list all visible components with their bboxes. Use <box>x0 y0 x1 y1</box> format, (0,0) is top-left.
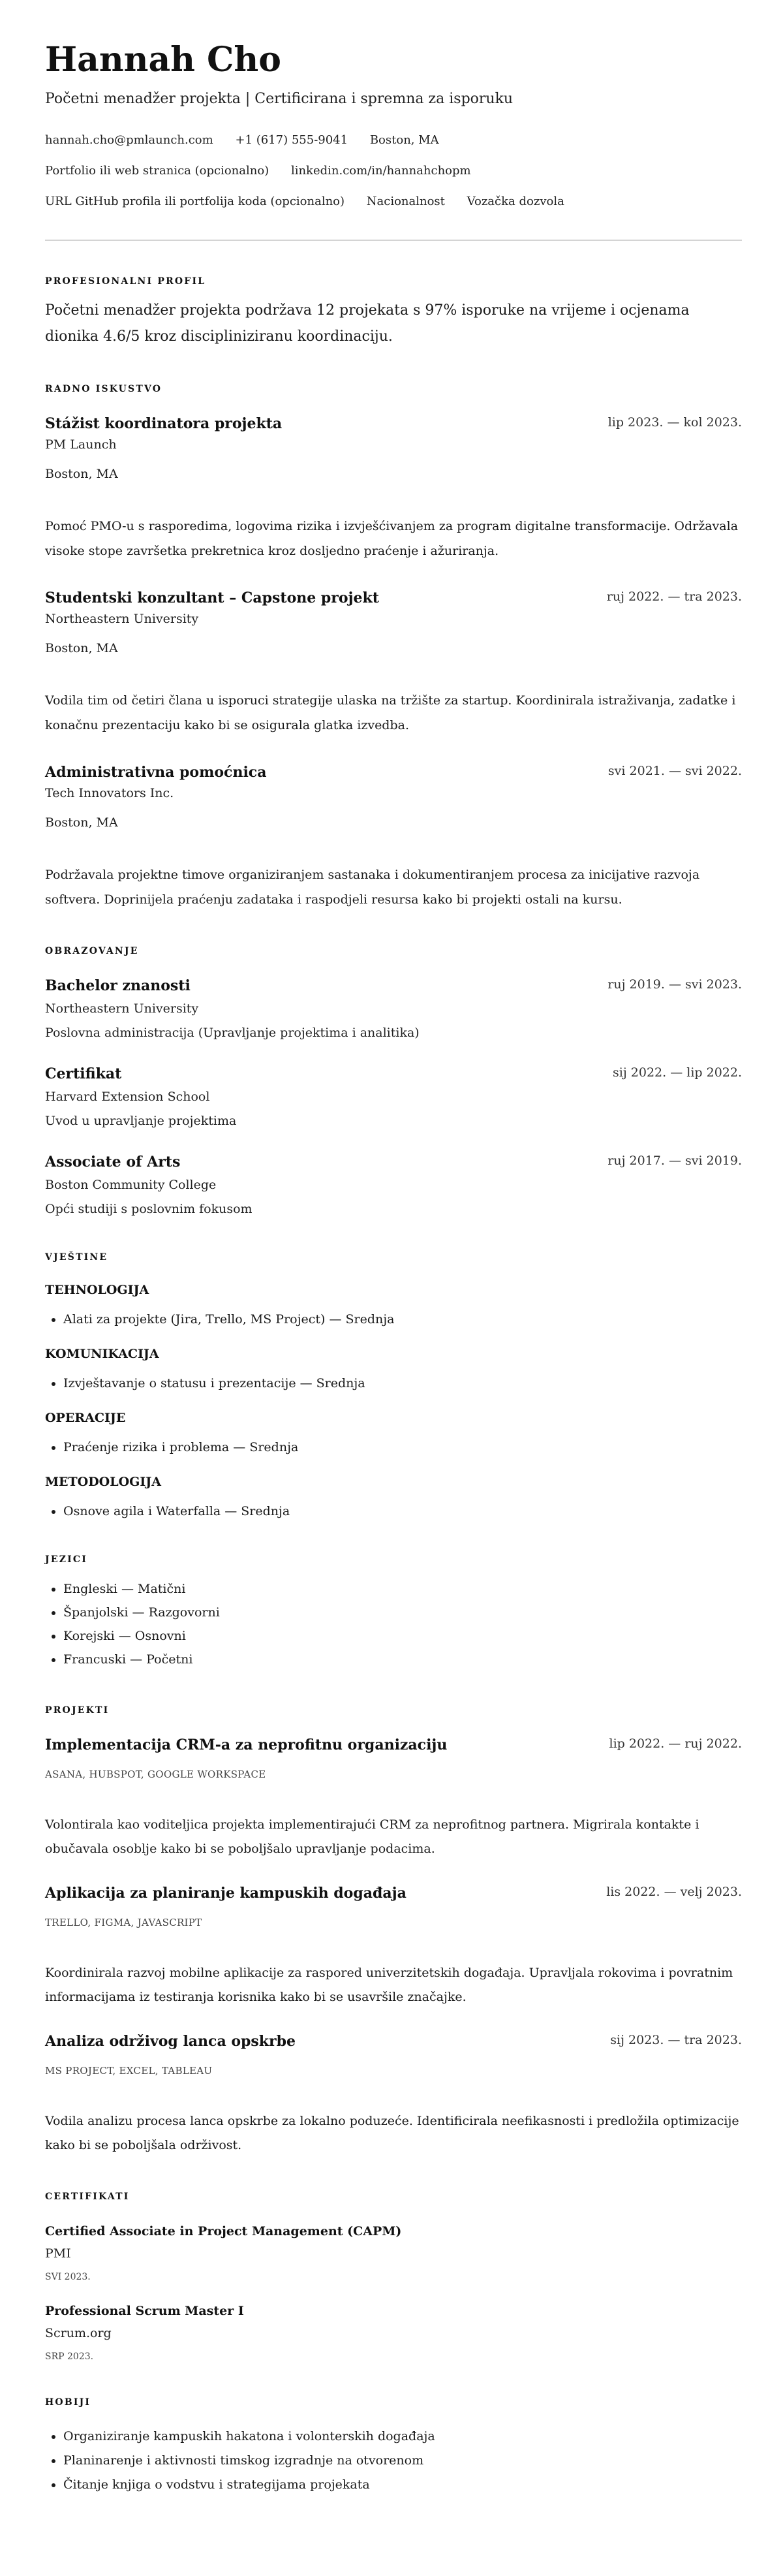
project-entry <box>45 1735 742 1861</box>
profile-summary: Početni menadžer projekta podržava 12 projekata s 97% isporuke na vrijeme i ocjenama dionika 4.6/5 kroz discipliniziranu koordinaciju. <box>45 302 690 345</box>
nationality: Nacionalnost <box>366 195 445 208</box>
job-title: Administrativna pomoćnica <box>45 764 267 781</box>
job-title: Stážist koordinatora projekta <box>45 415 283 432</box>
entry-header <box>45 2032 742 2051</box>
skills-section <box>45 1251 742 1520</box>
skill-category: OPERACIJE <box>45 1411 126 1425</box>
entry-header <box>45 1064 742 1084</box>
projects-section <box>45 1704 742 2158</box>
hobbies-list <box>45 2425 742 2497</box>
company-name: Northeastern University <box>45 612 199 626</box>
education-entry <box>45 1064 742 1130</box>
date-range: ruj 2017. — svi 2019. <box>607 1154 742 1168</box>
project-entry <box>45 2032 742 2158</box>
date-range: ruj 2022. — tra 2023. <box>606 589 742 604</box>
job-description: Vodila tim od četiri člana u isporuci strategije ulaska na tržište za startup. Koordinirala istraživanja, zadatke i konačnu prezentaciju kako bi se osigurala glatka izvedba. <box>45 693 736 732</box>
education-entry <box>45 1152 742 1218</box>
language-item: • Francuski — Početni <box>63 1648 742 1671</box>
hobby-item: • Organiziranje kampuskih hakatona i volonterskih događaja <box>63 2425 742 2449</box>
section-heading: PROFESIONALNI PROFIL <box>45 276 206 287</box>
skill-list <box>45 1502 742 1520</box>
school-name: Harvard Extension School <box>45 1090 210 1104</box>
job-entry <box>45 762 742 912</box>
company-name: Tech Innovators Inc. <box>45 786 174 800</box>
job-location: Boston, MA <box>45 641 118 655</box>
skill-item: • Osnove agila i Waterfalla — Srednja <box>63 1502 742 1520</box>
certificate-date: SRP 2023. <box>45 2351 94 2362</box>
date-range: lip 2022. — ruj 2022. <box>609 1736 742 1751</box>
section-heading: RADNO ISKUSTVO <box>45 384 162 394</box>
job-title: Studentski konzultant – Capstone projekt <box>45 589 379 606</box>
education-entry <box>45 976 742 1042</box>
candidate-name: Hannah Cho <box>45 40 281 80</box>
project-description: Volontirala kao voditeljica projekta implementirajući CRM za neprofitnog partnera. Migrirala kontakte i obučavala osoblje kako bi se poboljšalo upravljanje podacima. <box>45 1817 699 1856</box>
skill-category: METODOLOGIJA <box>45 1475 161 1489</box>
field-of-study: Opći studiji s poslovnim fokusom <box>45 1202 253 1216</box>
field-of-study: Uvod u upravljanje projektima <box>45 1114 237 1128</box>
section-heading: PROJEKTI <box>45 1705 110 1716</box>
date-range: sij 2022. — lip 2022. <box>613 1065 742 1080</box>
section-heading: OBRAZOVANJE <box>45 946 139 956</box>
date-range: lis 2022. — velj 2023. <box>606 1885 742 1899</box>
certificate-date: SVI 2023. <box>45 2272 91 2282</box>
skill-category: TEHNOLOGIJA <box>45 1283 149 1297</box>
entry-header <box>45 1735 742 1755</box>
date-range: sij 2023. — tra 2023. <box>610 2033 742 2047</box>
project-title: Aplikacija za planiranje kampuskih događaja <box>45 1885 407 1902</box>
experience-section <box>45 383 742 912</box>
section-heading: CERTIFIKATI <box>45 2191 130 2202</box>
entry-header <box>45 1883 742 1903</box>
certificate-title: Professional Scrum Master I <box>45 2304 244 2318</box>
email-link[interactable]: hannah.cho@pmlaunch.com <box>45 133 213 147</box>
languages-list <box>45 1577 742 1671</box>
hobby-item: • Čitanje knjiga o vodstvu i strategijama projekata <box>63 2473 742 2497</box>
phone-number: +1 (617) 555-9041 <box>235 133 348 147</box>
location: Boston, MA <box>369 133 439 147</box>
skill-list <box>45 1438 742 1456</box>
language-item: • Korejski — Osnovni <box>63 1624 742 1648</box>
job-description: Pomoć PMO-u s rasporedima, logovima rizika i izvješćivanjem za program digitalne transformacije. Održavala visoke stope završetka prekretnica kroz dosljedno praćenje i ažuriranja. <box>45 519 739 558</box>
certificates-section <box>45 2190 742 2363</box>
project-tech-stack: ASANA, HUBSPOT, GOOGLE WORKSPACE <box>45 1768 266 1780</box>
job-entry <box>45 588 742 738</box>
profile-section <box>45 275 742 350</box>
entry-header <box>45 762 742 782</box>
section-heading: JEZICI <box>45 1554 87 1565</box>
section-heading: VJEŠTINE <box>45 1252 108 1263</box>
github-link[interactable]: URL GitHub profila ili portfolija koda (opcionalno) <box>45 195 345 208</box>
entry-header <box>45 588 742 608</box>
hobbies-section <box>45 2396 742 2497</box>
contact-row <box>45 162 742 180</box>
entry-header <box>45 1152 742 1172</box>
hobby-item: • Planinarenje i aktivnosti timskog izgradnje na otvorenom <box>63 2449 742 2473</box>
entry-header <box>45 976 742 996</box>
school-name: Boston Community College <box>45 1178 217 1192</box>
field-of-study: Poslovna administracija (Upravljanje projektima i analitika) <box>45 1026 420 1040</box>
skill-list <box>45 1310 742 1328</box>
project-description: Koordinirala razvoj mobilne aplikacije za raspored univerzitetskih događaja. Upravljala rokovima i povratnim informacijama iz testiranja korisnika kako bi se usavršile značajke. <box>45 1966 733 2004</box>
job-entry <box>45 414 742 563</box>
degree-title: Associate of Arts <box>45 1154 181 1170</box>
certificate-entry <box>45 2223 742 2284</box>
resume-page <box>45 40 742 2497</box>
job-location: Boston, MA <box>45 467 118 481</box>
linkedin-link[interactable]: linkedin.com/in/hannahchopm <box>290 164 471 178</box>
education-section <box>45 945 742 1218</box>
school-name: Northeastern University <box>45 1001 199 1016</box>
project-tech-stack: MS PROJECT, EXCEL, TABLEAU <box>45 2065 213 2077</box>
certificate-title: Certified Associate in Project Management (CAPM) <box>45 2224 402 2238</box>
job-location: Boston, MA <box>45 815 118 830</box>
entry-header <box>45 414 742 433</box>
skill-list <box>45 1374 742 1392</box>
date-range: svi 2021. — svi 2022. <box>607 764 742 778</box>
skill-item: • Praćenje rizika i problema — Srednja <box>63 1438 742 1456</box>
skill-category: KOMUNIKACIJA <box>45 1347 159 1361</box>
date-range: ruj 2019. — svi 2023. <box>607 977 742 992</box>
company-name: PM Launch <box>45 437 117 452</box>
project-title: Implementacija CRM-a za neprofitnu organizaciju <box>45 1736 448 1753</box>
certificate-entry <box>45 2302 742 2363</box>
certificate-issuer: PMI <box>45 2246 71 2261</box>
degree-title: Bachelor znanosti <box>45 977 191 994</box>
job-description: Podržavala projektne timove organiziranjem sastanaka i dokumentiranjem procesa za inicijative razvoja softvera. Doprinijela praćenju zadataka i raspodjeli resursa kako bi projekti ostali na kursu. <box>45 868 700 907</box>
project-title: Analiza održivog lanca opskrbe <box>45 2033 296 2050</box>
drivers-license: Vozačka dozvola <box>467 195 564 208</box>
skill-item: • Izvještavanje o statusu i prezentacije — Srednja <box>63 1374 742 1392</box>
date-range: lip 2023. — kol 2023. <box>607 415 742 430</box>
resume-header <box>45 40 742 211</box>
certificate-issuer: Scrum.org <box>45 2326 112 2340</box>
language-item: • Engleski — Matični <box>63 1577 742 1601</box>
contact-row <box>45 131 742 149</box>
languages-section <box>45 1553 742 1671</box>
section-heading: HOBIJI <box>45 2397 91 2408</box>
degree-title: Certifikat <box>45 1065 122 1082</box>
portfolio-link[interactable]: Portfolio ili web stranica (opcionalno) <box>45 164 269 178</box>
language-item: • Španjolski — Razgovorni <box>63 1601 742 1624</box>
header-divider <box>45 240 742 241</box>
contact-row <box>45 193 742 211</box>
skill-item: • Alati za projekte (Jira, Trello, MS Project) — Srednja <box>63 1310 742 1328</box>
project-tech-stack: TRELLO, FIGMA, JAVASCRIPT <box>45 1917 202 1928</box>
headline: Početni menadžer projekta | Certificirana i spremna za isporuku <box>45 91 514 107</box>
project-entry <box>45 1883 742 2009</box>
project-description: Vodila analizu procesa lanca opskrbe za lokalno poduzeće. Identificirala neefikasnosti i predložila optimizacije kako bi se poboljšala održivost. <box>45 2114 739 2152</box>
